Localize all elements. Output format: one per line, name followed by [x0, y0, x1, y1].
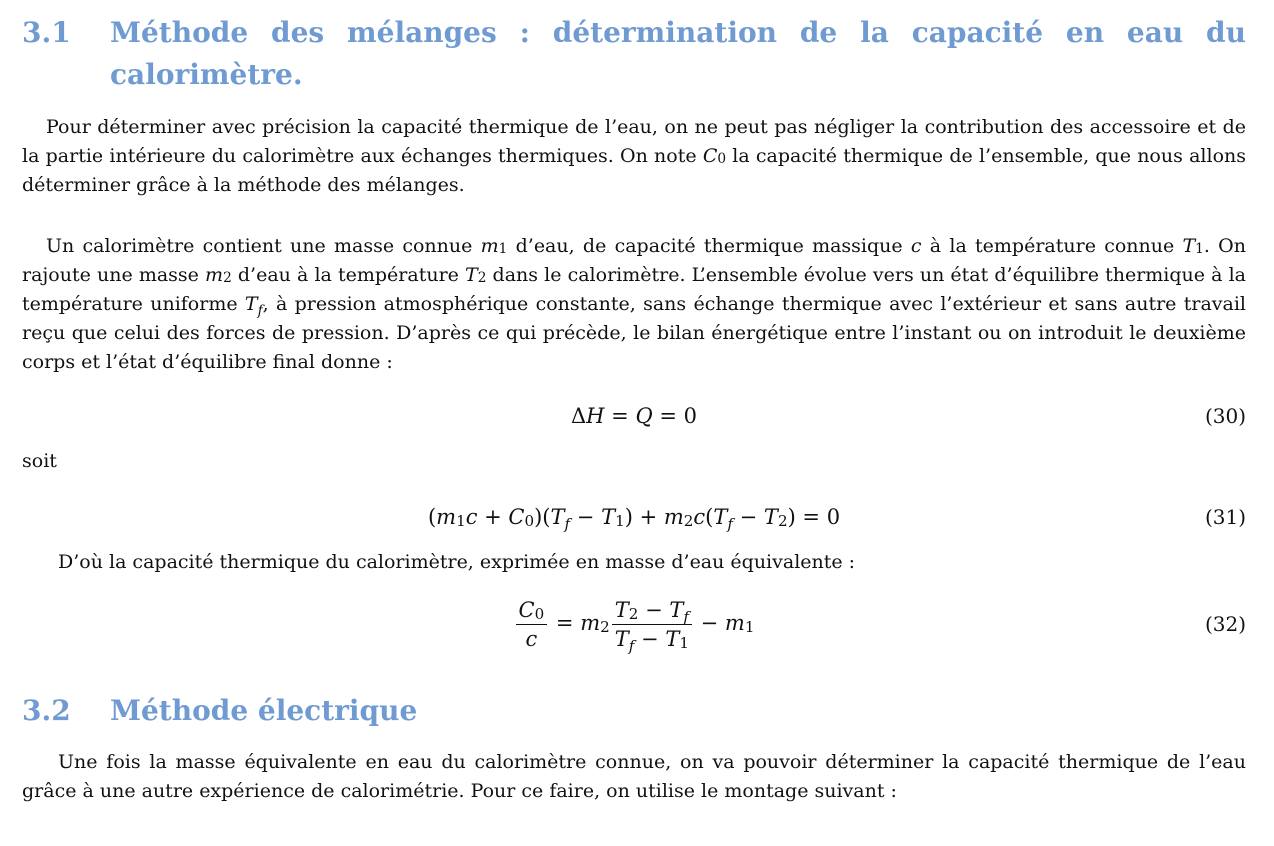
fraction: $\frac{T_2 - T_f}{T_f - T_1}$ [612, 596, 692, 653]
paragraph-experiment: Un calorimètre contient une masse connue $m_1$ d’eau, de capacité thermique massique c à la température connue $T_1$. On rajoute une masse $m_2$ d’eau à la température $T_2$ dans le calorimètre. L’ensemble évolue vers un état d’équilibre thermique à la température uniforme $T_f$, à pression atmosphérique constante, sans échange thermique avec l’extérieur et sans autre travail reçu que celui des forces de pression. D’après ce qui précède, le bilan énergétique entre l’instant ou on introduit le deuxième corps et l’état d’équilibre final donne : [22, 235, 1246, 373]
equation-number: (31) [1204, 505, 1246, 529]
equation-31 [22, 505, 1246, 537]
equation-32 [22, 596, 1246, 658]
section-number: 3.1 [22, 16, 71, 49]
equation-number: (32) [1204, 612, 1246, 636]
section-number: 3.2 [22, 694, 71, 727]
equation-number: (30) [1204, 404, 1246, 428]
section-heading-3-1 [22, 12, 1246, 96]
section-title: Méthode électrique [110, 694, 418, 727]
equation-32-body: $\frac{C_0}{c}$ = $m_2$ $\frac{T_2 - T_f}{T_f - T_1}$ − $m_1$ [22, 596, 1246, 653]
fraction: $\frac{C_0}{c}$ [516, 596, 548, 653]
equation-30-body: ΔH = Q = 0 [571, 404, 697, 428]
section-title: Méthode des mélanges : détermination de la capacité en eau du calorimètre. [110, 16, 1246, 91]
section-heading-3-2 [22, 690, 1246, 732]
paragraph-result-intro: D’où la capacité thermique du calorimètre, exprimée en masse d’eau équivalente : [58, 551, 856, 573]
paragraph-electric-method: Une fois la masse équivalente en eau du calorimètre connue, on va pouvoir déterminer la capacité thermique de l’eau grâce à une autre expérience de calorimétrie. Pour ce faire, on utilise le montage suivant : [22, 751, 1246, 802]
paragraph-intro: Pour déterminer avec précision la capacité thermique de l’eau, on ne peut pas négliger la contribution des accessoire et de la partie intérieure du calorimètre aux échanges thermiques. On note $C_0$ la capacité thermique de l’ensemble, que nous allons déterminer grâce à la méthode des mélanges. [22, 116, 1246, 196]
equation-30 [22, 404, 1246, 436]
equation-31-body: $(m_1c + C_0)(T_f - T_1) + m_2c(T_f - T_2) = 0$ [427, 505, 841, 534]
connector-word: soit [22, 450, 57, 472]
